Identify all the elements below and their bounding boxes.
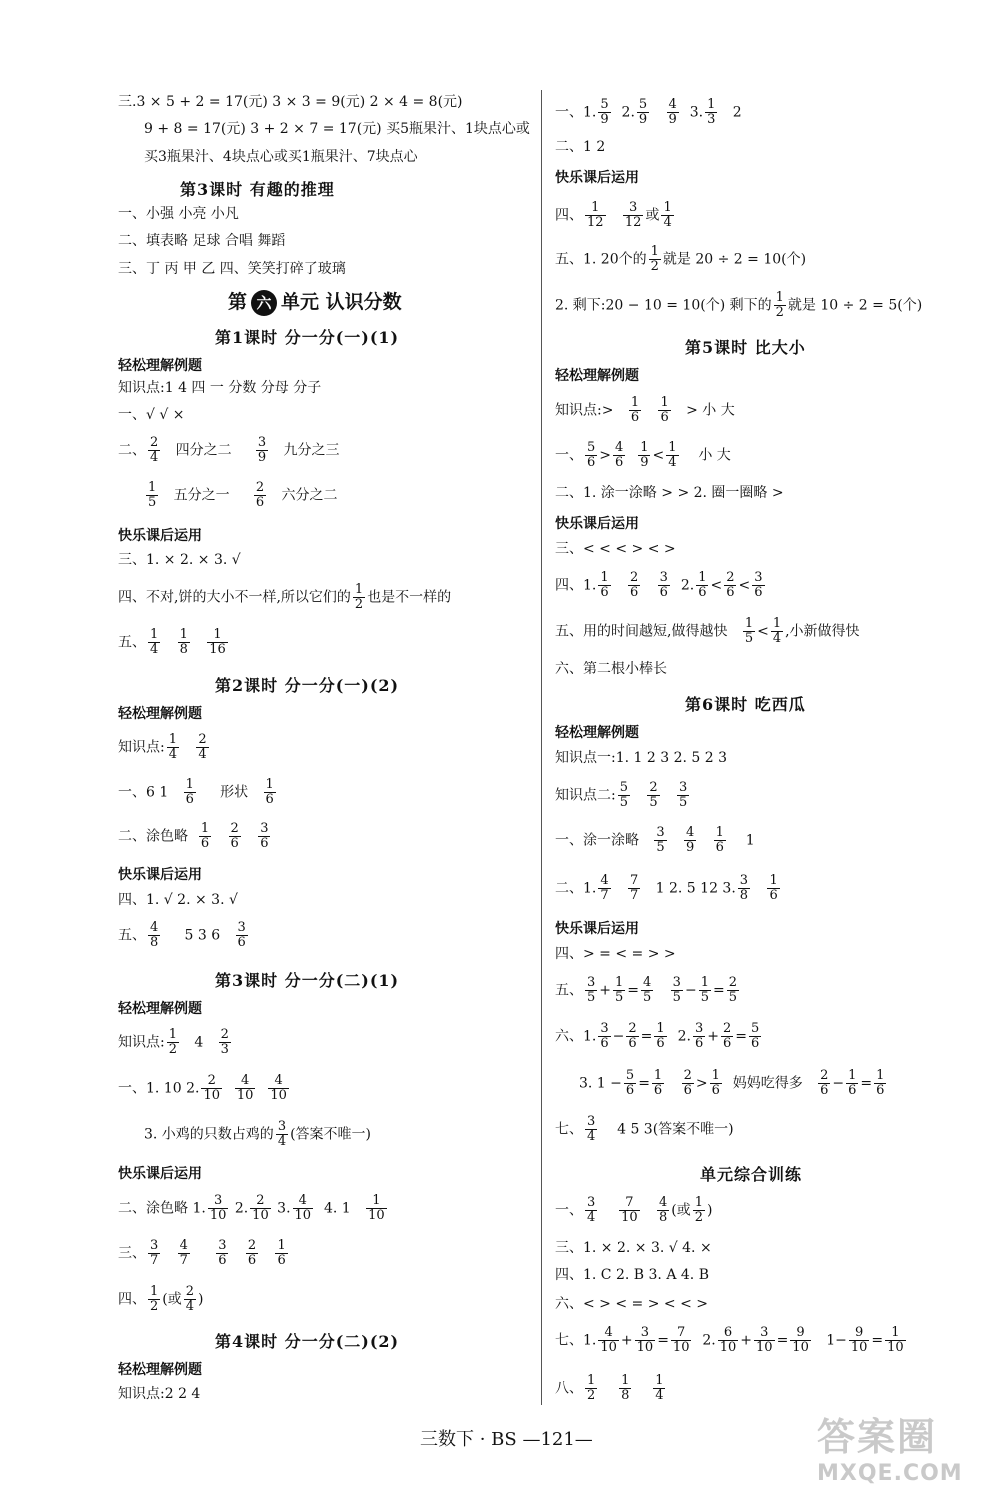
fraction: $\frac{4}{8}$ <box>150 920 159 950</box>
fraction: $\frac{2}{5}$ <box>649 780 658 810</box>
text: 二、1. <box>555 880 597 897</box>
text: 2 <box>732 104 742 121</box>
text: 就是 20 ÷ 2 = 10(个) <box>662 251 807 268</box>
fraction: $\frac{3}{7}$ <box>150 1238 159 1268</box>
answer-line: 四、1. $\frac{1}{6}$ $\frac{2}{6}$ $\frac{3}{6}$ 2. $\frac{1}{6}$ < $\frac{2}{6}$ < $\frac{3}{6}$ <box>555 570 763 600</box>
answer-line <box>555 781 691 810</box>
fraction: $\frac{7}{10}$ <box>621 1195 638 1225</box>
text: 2. 剩下:20 − 10 = 10(个) 剩下的 <box>555 297 772 314</box>
fraction: $\frac{3}{4}$ <box>277 1119 287 1149</box>
fraction: $\frac{1}{10}$ <box>887 1325 904 1355</box>
fraction: $\frac{3}{10}$ <box>636 1325 654 1355</box>
fraction: $\frac{2}{6}$ <box>628 1021 637 1051</box>
answer-line: 五、用的时间越短,做得越快 $\frac{1}{5}$ < $\frac{1}{4}$ ,小新做得快 <box>555 616 860 646</box>
text-line: 三.3 × 5 + 2 = 17(元) 3 × 3 = 9(元) 2 × 4 = 8(元) <box>118 94 463 110</box>
text: 3. <box>277 1200 291 1217</box>
fraction: $\frac{4}{10}$ <box>294 1193 312 1223</box>
text-line: 四、1. C 2. B 3. A 4. B <box>555 1267 709 1283</box>
section-label: 快乐课后运用 <box>118 528 202 544</box>
section-label: 轻松理解例题 <box>118 358 202 374</box>
watermark-url: MXQE.COM <box>817 1461 963 1486</box>
text: 知识点: <box>118 1034 165 1051</box>
answer-line <box>555 291 922 320</box>
item-number: 五、 <box>118 927 146 944</box>
fraction: $\frac{1}{6}$ <box>769 873 778 903</box>
section-label: 轻松理解例题 <box>555 368 639 384</box>
text-line: 三、1. × 2. × 3. √ 4. × <box>555 1240 712 1256</box>
fraction: $\frac{1}{4}$ <box>663 200 672 230</box>
answer-line <box>118 628 230 657</box>
text: 5 3 6 <box>184 927 221 944</box>
fraction: $\frac{2}{10}$ <box>252 1193 269 1223</box>
fraction: $\frac{1}{6}$ <box>265 777 274 807</box>
fraction: $\frac{1}{5}$ <box>615 975 624 1005</box>
fraction: $\frac{4}{7}$ <box>179 1238 188 1268</box>
text: 形状 <box>220 784 249 801</box>
fraction: $\frac{3}{10}$ <box>209 1193 227 1223</box>
fraction: $\frac{1}{8}$ <box>179 627 188 657</box>
answer-line <box>555 245 806 274</box>
fraction: $\frac{1}{6}$ <box>185 777 194 807</box>
text: 4 <box>194 1034 204 1051</box>
text: 知识点: <box>118 739 165 756</box>
answer-line <box>555 1115 734 1144</box>
answer-line <box>555 1374 667 1403</box>
text: 五、1. 20个的 <box>555 251 647 268</box>
fraction: $\frac{1}{2}$ <box>694 1195 704 1225</box>
answer-line: 五、 $\frac{3}{5}$ + $\frac{1}{5}$ = $\frac{4}{5}$ $\frac{3}{5}$ − $\frac{1}{5}$ = $\frac{2}{5}$ <box>555 975 737 1005</box>
answer-line <box>118 822 272 851</box>
section-label: 快乐课后运用 <box>118 867 202 883</box>
text: 一、1. 10 2. <box>118 1080 200 1097</box>
section-label: 轻松理解例题 <box>118 1362 202 1378</box>
fraction: $\frac{5}{6}$ <box>587 440 596 470</box>
text: 五、用的时间越短,做得越快 <box>555 623 728 640</box>
answer-line: 六、1. $\frac{3}{6}$ − $\frac{2}{6}$ = $\frac{1}{6}$ 2. $\frac{3}{6}$ + $\frac{2}{6}$ = $\frac{5}{6}$ <box>555 1021 760 1051</box>
text: 知识点二: <box>555 787 616 804</box>
unit-title: 单元 认识分数 <box>281 291 402 313</box>
lesson-heading: 第3课时 有趣的推理 <box>180 180 335 199</box>
fraction: $\frac{2}{10}$ <box>203 1073 220 1103</box>
text-line: 买3瓶果汁、4块点心或买1瓶果汁、7块点心 <box>144 149 418 165</box>
text: 4. 1 <box>323 1200 351 1217</box>
fraction: $\frac{1}{6}$ <box>656 1021 665 1051</box>
page-footer: 三数下 · BS —121— <box>420 1429 593 1450</box>
fraction: $\frac{3}{6}$ <box>260 821 269 851</box>
unit-prefix: 第 <box>228 291 248 313</box>
section-label: 快乐课后运用 <box>555 516 639 532</box>
lesson-heading: 第3课时 分一分(二)(1) <box>215 971 400 990</box>
text: 4 5 3(答案不唯一) <box>617 1121 734 1138</box>
fraction: $\frac{3}{6}$ <box>237 920 246 950</box>
fraction: $\frac{3}{5}$ <box>679 780 688 810</box>
answer-line <box>118 1028 233 1057</box>
fraction: $\frac{2}{4}$ <box>198 732 207 762</box>
answer-line <box>555 98 742 127</box>
fraction-word: 九分之三 <box>283 442 340 459</box>
text-line: 知识点:1 4 四 一 分数 分母 分子 <box>118 380 322 396</box>
fraction: $\frac{3}{4}$ <box>587 1114 596 1144</box>
fraction: $\frac{9}{10}$ <box>850 1325 868 1355</box>
text: 2. <box>677 1028 691 1045</box>
text: 3. <box>689 104 704 121</box>
text: 二、涂色略 1. <box>118 1200 206 1217</box>
lesson-heading: 第6课时 吃西瓜 <box>685 695 806 714</box>
answer-line <box>118 921 250 950</box>
answer-line: 一、 $\frac{5}{6}$ > $\frac{4}{6}$ $\frac{1}{9}$ < $\frac{1}{4}$ 小 大 <box>555 440 731 470</box>
text: 3. 1 − <box>579 1075 622 1092</box>
item-number: 一、 <box>555 447 583 464</box>
fraction: $\frac{1}{6}$ <box>600 570 609 600</box>
lesson-heading: 第4课时 分一分(二)(2) <box>215 1332 400 1351</box>
fraction: $\frac{3}{4}$ <box>587 1195 596 1225</box>
fraction: $\frac{3}{5}$ <box>672 975 681 1005</box>
answer-line <box>555 874 782 903</box>
fraction: $\frac{5}{5}$ <box>619 780 628 810</box>
watermark <box>817 1406 982 1486</box>
item-number: 七、 <box>555 1121 583 1138</box>
item-number: 四、 <box>555 207 583 224</box>
text: 就是 10 ÷ 2 = 5(个) <box>787 297 923 314</box>
fraction: $\frac{1}{4}$ <box>150 627 159 657</box>
fraction: $\frac{1}{5}$ <box>744 616 754 646</box>
fraction: $\frac{2}{3}$ <box>220 1027 229 1057</box>
fraction: $\frac{1}{6}$ <box>277 1238 286 1268</box>
fraction: $\frac{1}{12}$ <box>587 200 604 230</box>
fraction: $\frac{9}{10}$ <box>792 1325 809 1355</box>
fraction: $\frac{1}{2}$ <box>775 290 784 320</box>
fraction: $\frac{1}{6}$ <box>715 825 724 855</box>
answer-line <box>118 1194 389 1223</box>
fraction: $\frac{4}{6}$ <box>615 440 624 470</box>
answer-line <box>118 583 451 612</box>
fraction: $\frac{4}{9}$ <box>686 825 695 855</box>
fraction: $\frac{1}{6}$ <box>876 1068 885 1098</box>
answer-line <box>555 396 735 425</box>
text: 六、1. <box>555 1028 597 1045</box>
fraction: $\frac{1}{6}$ <box>200 821 210 851</box>
fraction: $\frac{5}{6}$ <box>625 1068 635 1098</box>
answer-line: 七、1. $\frac{4}{10}$ + $\frac{3}{10}$ = $\frac{7}{10}$ 2. $\frac{6}{10}$ + $\frac{3}{10}$ = $\frac{9}{10}$ 1− $\frac{9}{10}$ = $\frac{1}{10}$ <box>555 1325 904 1355</box>
text: 七、1. <box>555 1332 597 1349</box>
answer-line <box>555 201 676 230</box>
text: 四、不对,饼的大小不一样,所以它们的 <box>118 589 351 606</box>
fraction: $\frac{1}{6}$ <box>848 1068 857 1098</box>
text: (或 <box>671 1202 691 1219</box>
fraction: $\frac{4}{10}$ <box>236 1073 254 1103</box>
fraction: $\frac{5}{9}$ <box>600 97 609 127</box>
answer-line <box>118 778 278 807</box>
section-label: 轻松理解例题 <box>555 725 639 741</box>
unit-heading <box>228 287 402 316</box>
item-number: 三、 <box>118 1245 146 1262</box>
text: 四、1. <box>555 577 597 594</box>
answer-line <box>118 1239 290 1268</box>
fraction: $\frac{1}{5}$ <box>148 480 157 510</box>
item-number: 四、 <box>118 1291 146 1308</box>
fraction: $\frac{1}{6}$ <box>711 1068 720 1098</box>
text: 小 大 <box>698 447 731 464</box>
text: 二、涂色略 <box>118 828 188 845</box>
fraction: $\frac{1}{4}$ <box>168 732 177 762</box>
fraction: $\frac{1}{2}$ <box>354 582 364 612</box>
fraction: $\frac{2}{6}$ <box>255 480 265 510</box>
text-line: 六、第二根小棒长 <box>555 661 667 677</box>
fraction: $\frac{3}{6}$ <box>600 1021 609 1051</box>
fraction: $\frac{2}{6}$ <box>820 1068 829 1098</box>
section-label: 轻松理解例题 <box>118 706 202 722</box>
answer-line <box>555 1196 713 1225</box>
answer-line <box>118 436 340 465</box>
fraction: $\frac{1}{10}$ <box>368 1193 385 1223</box>
section-label: 快乐课后运用 <box>555 170 639 186</box>
section-heading: 单元综合训练 <box>700 1165 803 1184</box>
text-line: 六、< > < = > < < > <box>555 1296 708 1312</box>
text: 3. 小鸡的只数占鸡的 <box>144 1126 274 1143</box>
text-line: 知识点一:1. 1 2 3 2. 5 2 3 <box>555 750 728 766</box>
text: 一、1. <box>555 104 597 121</box>
fraction: $\frac{1}{2}$ <box>650 244 659 274</box>
fraction: $\frac{7}{7}$ <box>630 873 639 903</box>
fraction: $\frac{7}{10}$ <box>672 1325 690 1355</box>
fraction: $\frac{3}{10}$ <box>756 1325 773 1355</box>
fraction: $\frac{2}{5}$ <box>728 975 737 1005</box>
text-line: 三、丁 丙 甲 乙 四、笑笑打碎了玻璃 <box>118 261 346 277</box>
answer-line: 3. 1 − $\frac{5}{6}$ = $\frac{1}{6}$ $\frac{2}{6}$ > $\frac{1}{6}$ 妈妈吃得多 $\frac{2}{6}$ − $\frac{1}{6}$ = $\frac{1}{6}$ <box>579 1068 885 1098</box>
fraction: $\frac{1}{6}$ <box>630 395 640 425</box>
fraction: $\frac{3}{5}$ <box>587 975 596 1005</box>
text: 一、涂一涂略 <box>555 832 639 849</box>
fraction: $\frac{4}{9}$ <box>668 97 677 127</box>
answer-line <box>118 1074 291 1103</box>
fraction: $\frac{1}{8}$ <box>621 1373 630 1403</box>
fraction: $\frac{1}{6}$ <box>653 1068 663 1098</box>
fraction: $\frac{3}{6}$ <box>694 1021 704 1051</box>
fraction: $\frac{6}{10}$ <box>719 1325 737 1355</box>
fraction: $\frac{2}{6}$ <box>722 1021 732 1051</box>
fraction: $\frac{1}{6}$ <box>660 395 669 425</box>
text: ) <box>707 1202 713 1219</box>
fraction: $\frac{5}{9}$ <box>638 97 648 127</box>
fraction-word: 五分之一 <box>173 487 230 504</box>
answer-line <box>144 481 338 510</box>
fraction: $\frac{1}{2}$ <box>168 1027 177 1057</box>
text: 一、6 1 <box>118 784 169 801</box>
text-line: 三、< < < > < > <box>555 541 676 557</box>
section-label: 快乐课后运用 <box>555 921 639 937</box>
fraction: $\frac{5}{6}$ <box>750 1021 760 1051</box>
fraction: $\frac{3}{6}$ <box>754 570 763 600</box>
fraction: $\frac{3}{8}$ <box>739 873 749 903</box>
text: 妈妈吃得多 <box>732 1075 803 1092</box>
fraction: $\frac{1}{4}$ <box>655 1373 664 1403</box>
answer-line <box>118 733 211 762</box>
text-line: 二、填表略 足球 合唱 舞蹈 <box>118 233 286 249</box>
fraction: $\frac{3}{6}$ <box>218 1238 227 1268</box>
fraction: $\frac{2}{4}$ <box>150 435 159 465</box>
lesson-heading: 第2课时 分一分(一)(2) <box>215 676 400 695</box>
fraction: $\frac{3}{9}$ <box>257 435 267 465</box>
text: (答案不唯一) <box>290 1126 372 1143</box>
text-line: 四、> = < = > > <box>555 946 676 962</box>
text-line: 二、1 2 <box>555 139 606 155</box>
fraction: $\frac{4}{10}$ <box>600 1325 617 1355</box>
fraction: $\frac{2}{6}$ <box>683 1068 692 1098</box>
text: 2. <box>702 1332 716 1349</box>
text-line: 9 + 8 = 17(元) 3 + 2 × 7 = 17(元) 买5瓶果汁、1块点心或 <box>144 121 530 137</box>
text-line: 一、√ √ × <box>118 407 185 423</box>
fraction: $\frac{4}{10}$ <box>270 1073 287 1103</box>
fraction: $\frac{1}{9}$ <box>640 440 649 470</box>
fraction: $\frac{1}{16}$ <box>209 627 226 657</box>
text-line: 二、1. 涂一涂略 > > 2. 圈一圈略 > <box>555 485 784 501</box>
fraction-word: 四分之二 <box>175 442 232 459</box>
text-line: 知识点:2 2 4 <box>118 1386 201 1402</box>
text: 也是不一样的 <box>367 589 452 606</box>
text: 1 2. 5 12 3. <box>655 880 736 897</box>
unit-number-badge: 六 <box>251 290 277 316</box>
answer-line <box>118 1285 204 1314</box>
fraction: $\frac{2}{6}$ <box>726 570 735 600</box>
fraction: $\frac{4}{8}$ <box>659 1195 668 1225</box>
item-number: 八、 <box>555 1380 583 1397</box>
fraction: $\frac{1}{6}$ <box>698 570 707 600</box>
column-divider <box>541 90 542 1405</box>
answer-line <box>144 1120 371 1149</box>
text: (或 <box>162 1291 182 1308</box>
fraction: $\frac{3}{5}$ <box>656 825 665 855</box>
text-line: 四、1. √ 2. × 3. √ <box>118 892 238 908</box>
text-line: 一、小强 小亮 小凡 <box>118 206 239 222</box>
fraction-word: 六分之二 <box>281 487 338 504</box>
lesson-heading: 第5课时 比大小 <box>685 338 806 357</box>
text: ,小新做得快 <box>785 623 860 640</box>
text: > 小 大 <box>686 402 735 419</box>
section-label: 轻松理解例题 <box>118 1001 202 1017</box>
answer-line <box>555 826 755 855</box>
text: ) <box>198 1291 204 1308</box>
text: 2. <box>680 577 695 594</box>
fraction: $\frac{4}{5}$ <box>643 975 652 1005</box>
text: 知识点:> <box>555 402 614 419</box>
fraction: $\frac{1}{5}$ <box>700 975 709 1005</box>
fraction: $\frac{1}{2}$ <box>150 1284 159 1314</box>
text-line: 三、1. × 2. × 3. √ <box>118 552 241 568</box>
item-number: 二、 <box>118 442 146 459</box>
fraction: $\frac{2}{6}$ <box>247 1238 257 1268</box>
fraction: $\frac{3}{12}$ <box>624 200 642 230</box>
fraction: $\frac{1}{4}$ <box>772 616 782 646</box>
fraction: $\frac{2}{6}$ <box>630 570 639 600</box>
item-number: 五、 <box>118 634 146 651</box>
text: 1 <box>745 832 755 849</box>
fraction: $\frac{1}{2}$ <box>587 1373 596 1403</box>
item-number: 五、 <box>555 982 583 999</box>
fraction: $\frac{3}{6}$ <box>659 570 668 600</box>
fraction: $\frac{2}{4}$ <box>185 1284 195 1314</box>
section-label: 快乐课后运用 <box>118 1166 202 1182</box>
fraction: $\frac{1}{3}$ <box>707 97 716 127</box>
text: 2. <box>234 1200 249 1217</box>
fraction: $\frac{4}{7}$ <box>600 873 609 903</box>
text: 或 <box>645 207 660 224</box>
text: 2. <box>621 104 635 121</box>
fraction: $\frac{1}{4}$ <box>668 440 677 470</box>
lesson-heading: 第1课时 分一分(一)(1) <box>215 328 400 347</box>
watermark-title: 答案圈 <box>817 1415 938 1459</box>
fraction: $\frac{2}{6}$ <box>230 821 239 851</box>
item-number: 一、 <box>555 1202 583 1219</box>
